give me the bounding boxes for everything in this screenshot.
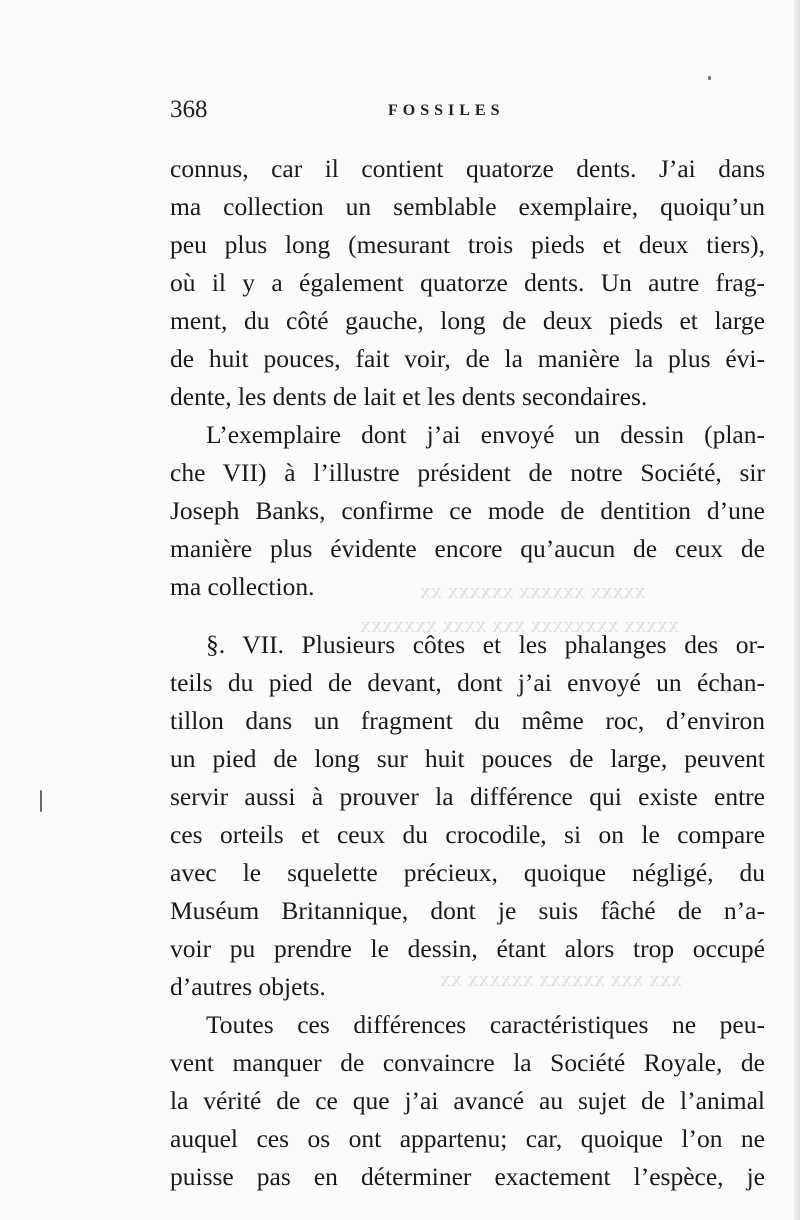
page-number: 368 <box>170 96 208 123</box>
show-through-text: xxxxx xxxxxxxx xxx xxxx xxxxxxx <box>360 612 679 637</box>
text-line: dente, les dents de lait et les dents secondaires. <box>170 382 648 411</box>
paper-speck <box>40 790 42 812</box>
text-line: che VII) à l’illustre président de notre Société, sir <box>170 458 765 487</box>
text-line: voir pu prendre le dessin, étant alors trop occupé <box>170 934 765 963</box>
paper-speck <box>708 76 711 80</box>
text-line: Muséum Britannique, dont je suis fâché de n’a- <box>170 896 765 925</box>
show-through-text: xxx xxx xxxxxx xxxxxx xx <box>440 966 682 991</box>
page-edge-shadow <box>794 0 800 1220</box>
text-line: ma collection un semblable exemplaire, quoiqu’un <box>170 192 765 221</box>
text-line: ma collection. <box>170 572 315 601</box>
text-line: servir aussi à prouver la différence qui existe entre <box>170 782 765 811</box>
paragraph <box>170 150 765 416</box>
text-line: teils du pied de devant, dont j’ai envoyé un échan- <box>170 668 765 697</box>
text-line: L’exemplaire dont j’ai envoyé un dessin (plan- <box>206 420 765 449</box>
text-line: connus, car il contient quatorze dents. J’ai dans <box>170 154 765 183</box>
text-line: §. VII. Plusieurs côtes et les phalanges des or- <box>206 630 765 659</box>
text-line: auquel ces os ont appartenu; car, quoique l’on ne <box>170 1124 765 1153</box>
text-line: où il y a également quatorze dents. Un autre frag- <box>170 268 765 297</box>
text-line: ces orteils et ceux du crocodile, si on le compare <box>170 820 765 849</box>
text-line: un pied de long sur huit pouces de large, peuvent <box>170 744 765 773</box>
paragraph <box>170 416 765 606</box>
text-line: ment, du côté gauche, long de deux pieds et large <box>170 306 765 335</box>
text-line: peu plus long (mesurant trois pieds et deux tiers), <box>170 230 765 259</box>
running-title: FOSSILES <box>388 102 505 119</box>
text-line: manière plus évidente encore qu’aucun de ceux de <box>170 534 765 563</box>
text-line: vent manquer de convaincre la Société Royale, de <box>170 1048 765 1077</box>
page-header <box>170 96 770 136</box>
paragraph <box>170 1006 765 1196</box>
text-line: puisse pas en déterminer exactement l’espèce, je <box>170 1162 765 1191</box>
paragraph <box>170 626 765 1006</box>
text-line: avec le squelette précieux, quoique négligé, du <box>170 858 765 887</box>
text-line: la vérité de ce que j’ai avancé au sujet de l’animal <box>170 1086 765 1115</box>
text-line: de huit pouces, fait voir, de la manière la plus évi- <box>170 344 765 373</box>
text-line: d’autres objets. <box>170 972 326 1001</box>
text-line: Joseph Banks, confirme ce mode de dentition d’une <box>170 496 765 525</box>
body-text <box>170 150 765 1196</box>
text-line: tillon dans un fragment du même roc, d’environ <box>170 706 765 735</box>
show-through-text: xxxxx xxxxxx xxxxxx xx <box>420 578 646 603</box>
text-line: Toutes ces différences caractéristiques ne peu- <box>206 1010 765 1039</box>
paragraph-gap <box>170 606 765 626</box>
